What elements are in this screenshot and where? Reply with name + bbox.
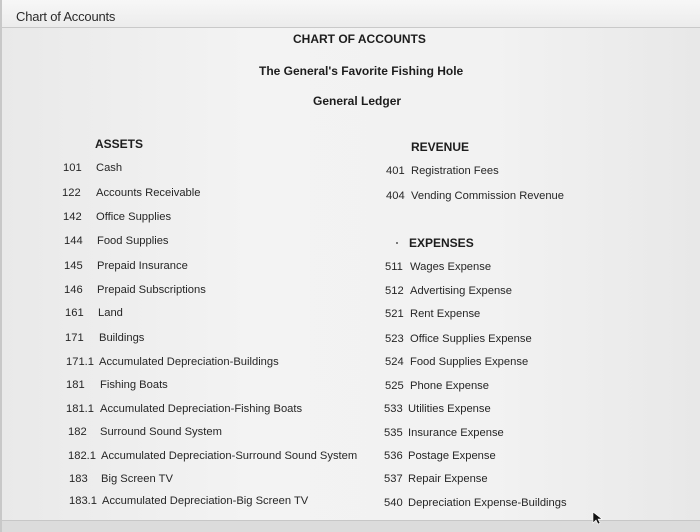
- list-item: [69, 495, 309, 507]
- account-number: 525: [385, 380, 404, 392]
- list-item: [65, 307, 123, 319]
- account-number: 511: [385, 261, 403, 273]
- account-number: 512: [385, 285, 404, 297]
- account-name: Postage Expense: [408, 450, 496, 462]
- list-item: [384, 403, 491, 415]
- account-name: Rent Expense: [410, 308, 481, 320]
- account-number: 182.1: [68, 450, 96, 462]
- account-number: 122: [62, 187, 81, 199]
- account-name: Insurance Expense: [408, 427, 504, 439]
- list-item: [384, 427, 504, 439]
- account-number: 533: [384, 403, 403, 415]
- revenue-heading: REVENUE: [411, 140, 470, 154]
- list-item: [66, 379, 168, 391]
- account-name: Big Screen TV: [101, 473, 173, 485]
- account-name: Prepaid Insurance: [97, 260, 188, 272]
- account-name: Advertising Expense: [410, 285, 512, 297]
- list-item: [64, 284, 206, 296]
- account-name: Accumulated Depreciation-Surround Sound System: [101, 450, 358, 462]
- list-item: [63, 211, 172, 223]
- account-name: Phone Expense: [410, 380, 489, 392]
- account-number: 521: [385, 308, 404, 320]
- account-name: Food Supplies: [97, 235, 169, 247]
- account-number: 145: [64, 260, 83, 272]
- mouse-cursor-icon: [591, 511, 605, 525]
- list-item: [384, 473, 488, 485]
- account-name: Fishing Boats: [100, 379, 168, 391]
- list-item: [68, 450, 358, 462]
- account-name: Surround Sound System: [100, 426, 222, 438]
- list-item: [385, 308, 481, 320]
- account-number: 524: [385, 356, 404, 368]
- list-item: [66, 403, 303, 415]
- account-name: Repair Expense: [408, 473, 488, 485]
- account-name: Office Supplies Expense: [410, 333, 532, 345]
- window-title: Chart of Accounts: [16, 9, 116, 24]
- account-name: Food Supplies Expense: [410, 356, 529, 368]
- list-item: [65, 332, 145, 344]
- account-name: Wages Expense: [410, 261, 492, 273]
- list-item: [62, 187, 201, 199]
- list-item: [384, 497, 567, 509]
- account-number: 183.1: [69, 495, 97, 507]
- list-item: [66, 356, 279, 368]
- account-name: Cash: [96, 162, 123, 174]
- account-number: 142: [63, 211, 82, 223]
- account-name: Utilities Expense: [408, 403, 491, 415]
- list-item: [386, 190, 564, 202]
- account-name: Depreciation Expense-Buildings: [408, 497, 567, 509]
- account-number: 161: [65, 307, 84, 319]
- account-number: 540: [384, 497, 403, 509]
- account-number: 183: [69, 473, 88, 485]
- company-name: The General's Favorite Fishing Hole: [259, 64, 464, 78]
- account-number: 535: [384, 427, 403, 439]
- ledger-title: General Ledger: [313, 94, 402, 108]
- bullet-dot-icon: [396, 242, 398, 244]
- list-item: [385, 380, 489, 392]
- document-heading: CHART OF ACCOUNTS: [293, 32, 426, 46]
- account-number: 537: [384, 473, 403, 485]
- assets-heading: ASSETS: [95, 137, 144, 151]
- list-item: [386, 165, 499, 177]
- account-name: Land: [98, 307, 123, 319]
- account-number: 404: [386, 190, 405, 202]
- account-name: Vending Commission Revenue: [411, 190, 564, 202]
- account-number: 171.1: [66, 356, 94, 368]
- account-number: 401: [386, 165, 405, 177]
- account-name: Accumulated Depreciation-Fishing Boats: [100, 403, 303, 415]
- window-header: [2, 0, 700, 28]
- account-number: 181.1: [66, 403, 94, 415]
- account-number: 181: [66, 379, 85, 391]
- account-name: Accounts Receivable: [96, 187, 201, 199]
- account-number: 523: [385, 333, 404, 345]
- expenses-heading: EXPENSES: [409, 236, 474, 250]
- account-name: Accumulated Depreciation-Big Screen TV: [102, 495, 309, 507]
- account-number: 536: [384, 450, 403, 462]
- list-item: [385, 333, 532, 345]
- list-item: [68, 426, 222, 438]
- account-name: Office Supplies: [96, 211, 172, 223]
- list-item: [385, 356, 529, 368]
- list-item: [64, 260, 188, 272]
- list-item: [69, 473, 173, 485]
- account-number: 171: [65, 332, 84, 344]
- account-name: Prepaid Subscriptions: [97, 284, 206, 296]
- account-number: 146: [64, 284, 83, 296]
- account-name: Accumulated Depreciation-Buildings: [99, 356, 279, 368]
- list-item: [385, 285, 512, 297]
- list-item: [384, 450, 496, 462]
- list-item: [385, 261, 492, 273]
- list-item: [64, 235, 169, 247]
- account-name: Registration Fees: [411, 165, 499, 177]
- account-number: 101: [63, 162, 82, 174]
- account-number: 182: [68, 426, 87, 438]
- list-item: [63, 162, 123, 174]
- account-number: 144: [64, 235, 83, 247]
- account-name: Buildings: [99, 332, 145, 344]
